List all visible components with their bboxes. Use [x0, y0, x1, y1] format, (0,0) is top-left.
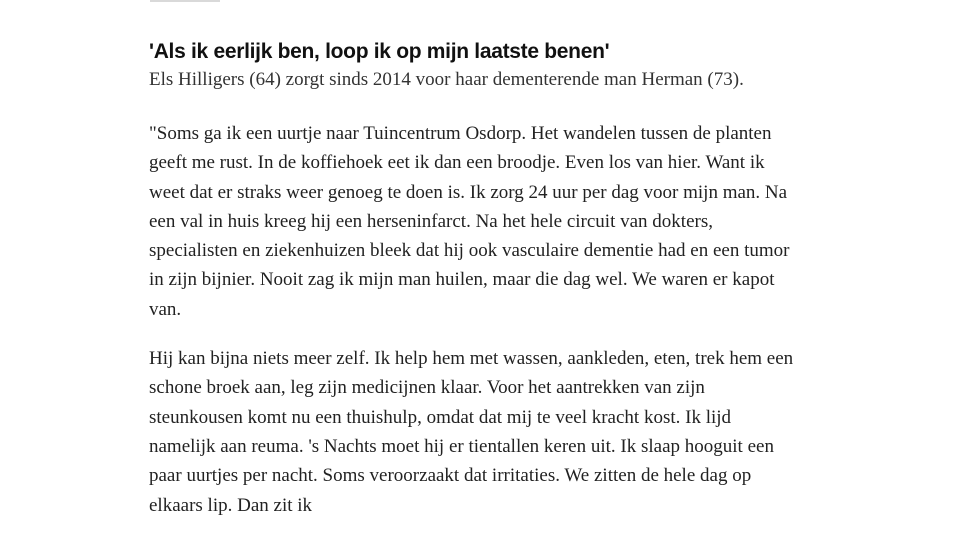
- article: [149, 38, 799, 520]
- top-divider: [150, 0, 220, 2]
- article-lead: Els Hilligers (64) zorgt sinds 2014 voor haar dementerende man Herman (73).: [149, 69, 744, 90]
- article-paragraph-2: Hij kan bijna niets meer zelf. Ik help hem met wassen, aankleden, eten, trek hem een schone broek aan, leg zijn medicijnen klaar. Voor het aantrekken van zijn steunkousen komt nu een thuishulp, omdat dat mij te veel kracht kost. Ik lijd namelijk aan reuma. 's Nachts moet hij er tientallen keren uit. Ik slaap hooguit een paar uurtjes per nacht. Soms veroorzaakt dat irritaties. We zitten de hele dag op elkaars lip. Dan zit ik: [149, 348, 794, 516]
- article-headline: 'Als ik eerlijk ben, loop ik op mijn laatste benen': [149, 40, 610, 63]
- article-paragraph-1: "Soms ga ik een uurtje naar Tuincentrum Osdorp. Het wandelen tussen de planten geeft me rust. In de koffiehoek eet ik dan een broodje. Even los van hier. Want ik weet dat er straks weer genoeg te doen is. Ik zorg 24 uur per dag voor mijn man. Na een val in huis kreeg hij een herseninfarct. Na het hele circuit van dokters, specialisten en ziekenhuizen bleek dat hij ook vasculaire dementie had en een tumor in zijn bijnier. Nooit zag ik mijn man huilen, maar die dag wel. We waren er kapot van.: [149, 123, 790, 320]
